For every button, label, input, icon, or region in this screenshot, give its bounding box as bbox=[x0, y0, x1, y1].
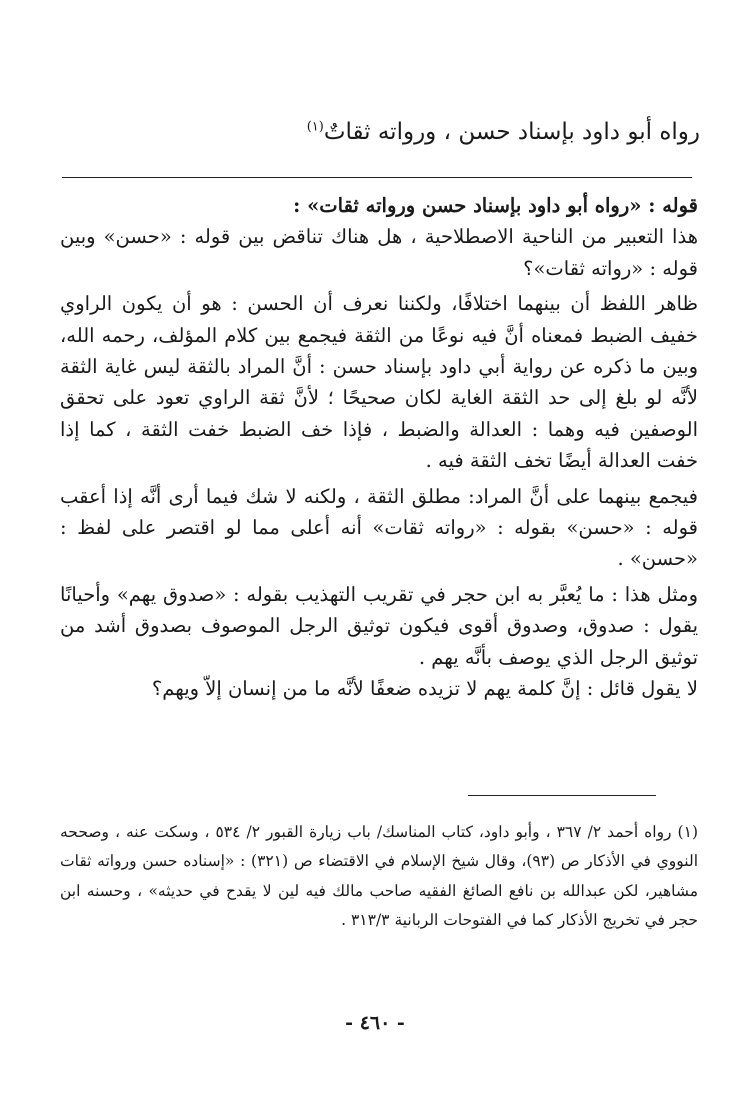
commentary-body bbox=[60, 190, 698, 705]
commentary-heading: قوله : «رواه أبو داود بإسناد حسن ورواته ثقات» : bbox=[293, 194, 698, 217]
footnotes bbox=[60, 818, 698, 935]
footnote: (١) رواه أحمد ٢/ ٣٦٧ ، وأبو داود، كتاب المناسك/ باب زيارة القبور ٢/ ٥٣٤ ، وسكت عنه ، وصححه النووي في الأذكار ص (٩٣)، وقال شيخ الإسلام في الاقتضاء ص (٣٢١) : «إسناده حسن ورواته ثقات مشاهير، لكن عبدالله بن نافع الصائغ الفقيه صاحب مالك فيه لين لا يقدح في حديثه» ، وحسنه ابن حجر في تخريج الأذكار كما في الفتوحات الربانية ٣١٣/٣ . bbox=[60, 823, 698, 929]
footnote-reference[interactable]: (١) bbox=[306, 119, 324, 135]
paragraph: هذا التعبير من الناحية الاصطلاحية ، هل هناك تناقض بين قوله : «حسن» وبين قوله : «رواته ثقات»؟ bbox=[60, 225, 698, 280]
hadith-text: رواه أبو داود بإسناد حسن ، ورواته ثقاتٌ bbox=[323, 119, 700, 145]
paragraph: ظاهر اللفظ أن بينهما اختلافًا، ولكننا نعرف أن الحسن : هو أن يكون الراوي خفيف الضبط فمعناه أنَّ فيه نوعًا من الثقة فيجمع بين كلام المؤلف، رحمه الله، وبين ما ذكره عن رواية أبي داود بإسناد حسن : أنَّ المراد بالثقة ليس غاية الثقة لأنَّه لو بلغ إلى حد الثقة الغاية لكان صحيحًا ؛ لأنَّ ثقة الراوي تعود على تحقق الوصفين فيه وهما : العدالة والضبط ، فإذا خف الضبط خفت الثقة ، كما إذا خفت العدالة أيضًا تخف الثقة فيه . bbox=[60, 292, 698, 473]
page-number: - ٤٦٠ - bbox=[345, 1012, 405, 1034]
paragraph: فيجمع بينهما على أنَّ المراد: مطلق الثقة ، ولكنه لا شك فيما أرى أنَّه إذا أعقب قوله : «حسن» بقوله : «رواته ثقات» أنه أعلى مما لو اقتصر على لفظ : «حسن» . bbox=[60, 484, 698, 571]
separator-rule bbox=[62, 177, 692, 178]
footnote-separator bbox=[468, 795, 656, 796]
paragraph: لا يقول قائل : إنَّ كلمة يهم لا تزيده ضعفًا لأنَّه ما من إنسان إلاّ ويهم؟ bbox=[151, 677, 698, 701]
paragraph: ومثل هذا : ما يُعبَّر به ابن حجر في تقريب التهذيب بقوله : «صدوق يهم» وأحيانًا يقول : صدوق، وصدوق أقوى فيكون توثيق الرجل الموصوف بصدوق أشد من توثيق الرجل الذي يوصف بأنَّه يهم . bbox=[60, 582, 698, 669]
hadith-line bbox=[40, 112, 700, 152]
